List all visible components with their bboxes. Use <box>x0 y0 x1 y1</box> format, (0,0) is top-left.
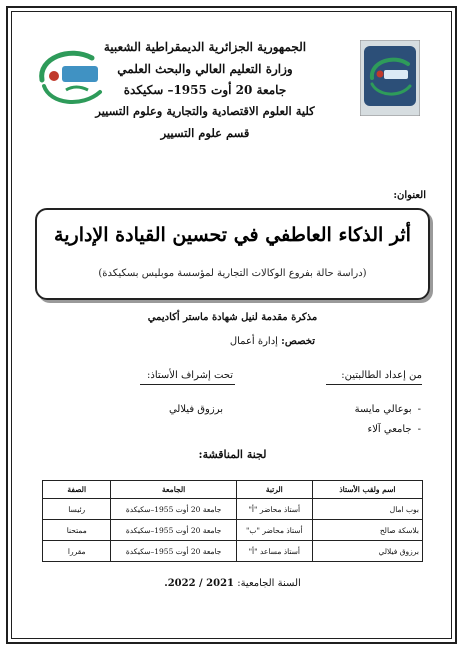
academic-year-label: السنة الجامعية: <box>237 578 301 589</box>
member-role: مقررا <box>43 541 111 562</box>
header-ministry: وزارة التعليم العالي والبحث العلمي <box>117 62 293 76</box>
member-rank: أستاذ محاضر "ب" <box>236 520 312 541</box>
table-row <box>43 541 423 562</box>
thesis-subtitle: (دراسة حالة بفروع الوكالات التجارية لمؤسسة موبليس بسكيكدة) <box>98 268 367 279</box>
member-university: جامعة 20 أوت 1955–سكيكدة <box>111 541 236 562</box>
specialty <box>230 336 315 347</box>
col-header-role: الصفة <box>43 481 111 499</box>
student-2-name: جامعي آلاء <box>367 424 412 435</box>
table-row <box>43 520 423 541</box>
supervision-label: تحت إشراف الأستاذ: <box>147 370 233 381</box>
member-university: جامعة 20 أوت 1955–سكيكدة <box>111 520 236 541</box>
prepared-by-underline <box>326 384 422 385</box>
academic-year-value: 2021 / 2022. <box>164 578 235 589</box>
table-row <box>43 499 423 520</box>
prepared-by-label: من إعداد الطالبتين: <box>341 370 422 381</box>
supervision-underline <box>140 384 235 385</box>
member-name: بلاسكة صالح <box>312 520 422 541</box>
memo-statement: مذكرة مقدمة لنيل شهادة ماستر أكاديمي <box>147 312 318 323</box>
student-1-name: بوعالي مايسة <box>354 404 412 415</box>
specialty-label: تخصص: <box>281 336 315 347</box>
member-role: رئيسا <box>43 499 111 520</box>
col-header-rank: الرتبة <box>236 481 312 499</box>
title-box <box>35 208 430 300</box>
title-label: العنوان: <box>393 190 426 201</box>
header-department: قسم علوم التسيير <box>160 126 250 140</box>
member-name: برزوق فيلالي <box>312 541 422 562</box>
academic-year <box>0 578 465 589</box>
thesis-title: أثر الذكاء العاطفي في تحسين القيادة الإدارية <box>54 224 411 246</box>
university-logo-right <box>360 40 420 116</box>
header-republic: الجمهورية الجزائرية الديمقراطية الشعبية <box>103 40 307 54</box>
col-header-university: الجامعة <box>111 481 236 499</box>
student-1: -بوعالي مايسة <box>354 404 421 415</box>
member-name: بوب امال <box>312 499 422 520</box>
header-university: جامعة 20 أوت 1955– سكيكدة <box>123 83 287 97</box>
committee-table <box>42 480 423 562</box>
header-faculty: كلية العلوم الاقتصادية والتجارية وعلوم التسيير <box>95 104 315 118</box>
member-rank: أستاذ مساعد "أ" <box>236 541 312 562</box>
supervisor-name: برزوق فيلالي <box>168 404 223 415</box>
member-rank: أستاذ محاضر "أ" <box>236 499 312 520</box>
member-role: ممتحنا <box>43 520 111 541</box>
table-header-row <box>43 481 423 499</box>
member-university: جامعة 20 أوت 1955–سكيكدة <box>111 499 236 520</box>
committee-title: لجنة المناقشة: <box>198 448 267 461</box>
student-2: -جامعي آلاء <box>367 424 421 435</box>
specialty-value: إدارة أعمال <box>229 336 278 347</box>
col-header-name: اسم ولقب الأستاذ <box>312 481 422 499</box>
